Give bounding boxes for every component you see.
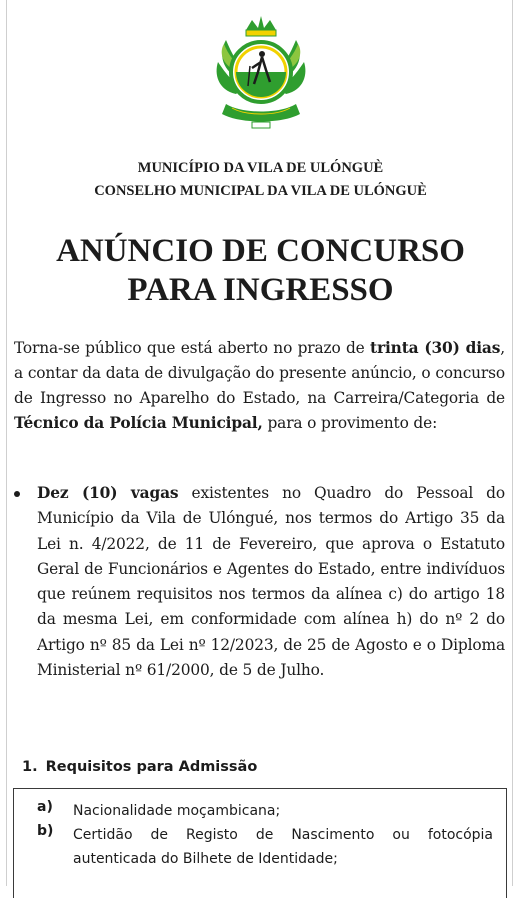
section-title: Requisitos para Admissão [45, 759, 258, 775]
requirement-text: Nacionalidade moçambicana; [73, 803, 281, 819]
intro-deadline: trinta (30) dias [370, 339, 501, 357]
document-title-line2: PARA INGRESSO [127, 272, 394, 308]
document-title-line1: ANÚNCIO DE CONCURSO [56, 233, 465, 269]
vacancies-description: existentes no Quadro do Pessoal do Município da Vila de Ulóngué, nos termos do Artigo 35 da Lei n. 4/2022, de 11 de Fevereiro, que aprova o Estatuto Geral de Funcionários e Agentes do Estado, entre indivíduos que reúnem requisitos nos termos da alínea c) do artigo 18 da mesma Lei, em conformidade com alínea h) do nº 2 do Artigo nº 85 da Lei nº 12/2023, de 25 de Agosto e o Diploma Ministerial nº 61/2000, de 5 de Julho. [37, 484, 505, 680]
bullet-dot-icon [14, 491, 20, 497]
vacancies-count: Dez (10) vagas [37, 484, 179, 502]
intro-paragraph [14, 336, 505, 436]
intro-text-2: , a contar da data de divulgação do presente anúncio, o concurso de Ingresso no Aparelho do Estado, na Carreira/Categoria de [14, 339, 505, 407]
requirement-letter: a) [37, 799, 53, 815]
requirement-text: Certidão de Registo de Nascimento ou fotocópia autenticada do Bilhete de Identidade; [73, 827, 493, 867]
section-heading [22, 759, 257, 775]
intro-text-1: Torna-se público que está aberto no prazo de [14, 339, 371, 357]
council-name: CONSELHO MUNICIPAL DA VILA DE ULÓNGUÈ [94, 183, 427, 199]
intro-career: Técnico da Polícia Municipal, [14, 414, 263, 432]
municipality-name: MUNICÍPIO DA VILA DE ULÓNGUÈ [137, 160, 384, 176]
requirements-table [13, 788, 507, 898]
municipal-emblem-icon [212, 10, 310, 138]
intro-text-3: para o provimento de: [262, 414, 438, 432]
section-number: 1. [22, 759, 38, 775]
requirement-letter: b) [37, 823, 54, 839]
vacancies-text [37, 481, 505, 683]
